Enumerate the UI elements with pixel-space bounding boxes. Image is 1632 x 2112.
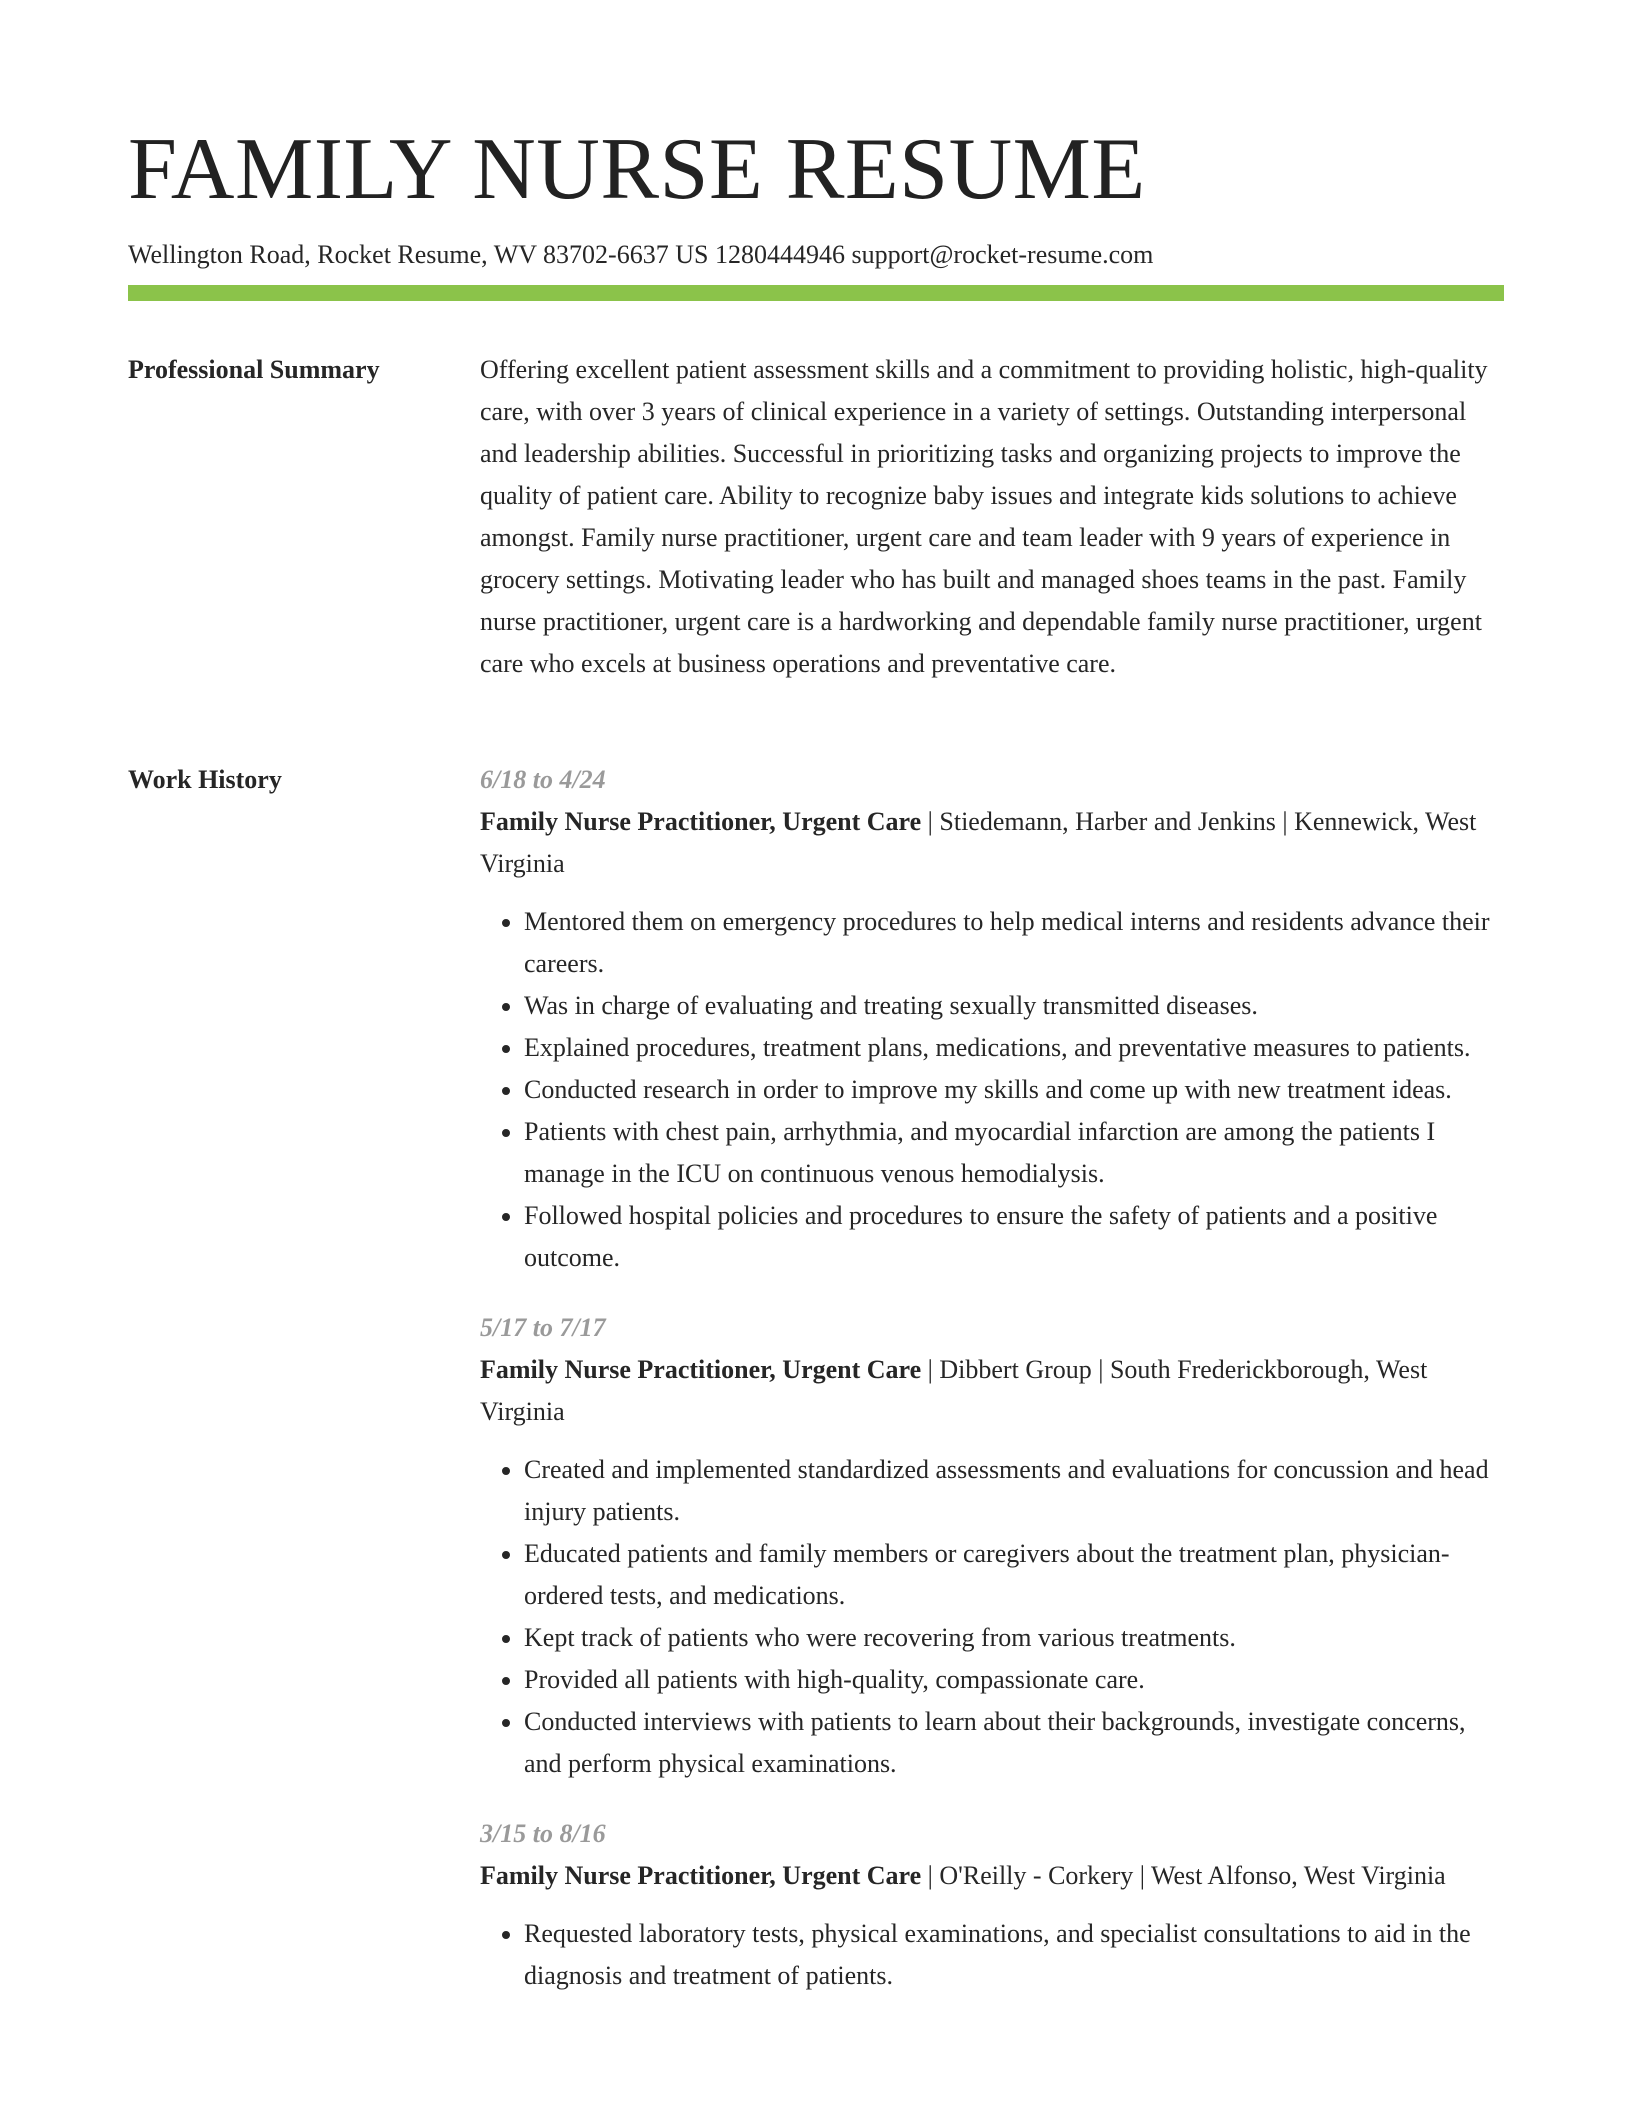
job-separator: |: [1133, 1861, 1152, 1890]
job-bullet: • Conducted interviews with patients to learn about their backgrounds, investigate concerns, and perform physical examinations.: [524, 1701, 1504, 1785]
job-bullet: • Followed hospital policies and procedures to ensure the safety of patients and a positive outcome.: [524, 1195, 1504, 1279]
job-heading: [480, 1855, 1504, 1897]
job-company: O'Reilly - Corkery: [939, 1861, 1134, 1890]
job-entry: [480, 1307, 1504, 1785]
job-company: Stiedemann, Harber and Jenkins: [939, 807, 1276, 836]
work-history-section: [128, 759, 1504, 2112]
job-bullet: • Requested laboratory tests, physical examinations, and specialist consultations to aid in the diagnosis and treatment of patients.: [524, 1913, 1504, 1997]
job-dates: 6/18 to 4/24: [480, 765, 606, 794]
job-location: West Alfonso, West Virginia: [1151, 1861, 1446, 1890]
job-separator: |: [1091, 1355, 1110, 1384]
job-bullet: • Explained procedures, treatment plans, medications, and preventative measures to patients.: [524, 1027, 1504, 1069]
job-bullet-list: [480, 1913, 1504, 1997]
summary-body: [480, 349, 1504, 685]
job-dates: 5/17 to 7/17: [480, 1313, 606, 1342]
job-title: Family Nurse Practitioner, Urgent Care: [480, 1861, 922, 1890]
contact-line: [128, 238, 1504, 272]
job-location: Kennewick, West Virginia: [480, 807, 1477, 878]
job-location: South Frederickborough, West Virginia: [480, 1355, 1428, 1426]
page-title: FAMILY NURSE RESUME: [128, 121, 1146, 218]
job-bullet: • Provided all patients with high-quality, compassionate care.: [524, 1659, 1504, 1701]
job-entry: [480, 1813, 1504, 1997]
resume-header: [128, 118, 1504, 272]
summary-heading: Professional Summary: [128, 355, 380, 384]
job-company: Dibbert Group: [939, 1355, 1092, 1384]
job-heading: [480, 801, 1504, 885]
job-bullet: • Created and implemented standardized assessments and evaluations for concussion and head injury patients.: [524, 1449, 1504, 1533]
job-bullet-list: [480, 901, 1504, 1279]
header-divider: [128, 285, 1504, 301]
contact-phone: 1280444946: [714, 240, 845, 269]
job-bullet: • Mentored them on emergency procedures to help medical interns and residents advance their careers.: [524, 901, 1504, 985]
contact-email: support@rocket-resume.com: [851, 240, 1154, 269]
summary-text: Offering excellent patient assessment skills and a commitment to providing holistic, high-quality care, with over 3 years of clinical experience in a variety of settings. Outstanding interpersonal and leadership abilities. Successful in prioritizing tasks and organizing projects to improve the quality of patient care. Ability to recognize baby issues and integrate kids solutions to achieve amongst. Family nurse practitioner, urgent care and team leader with 9 years of experience in grocery settings. Motivating leader who has built and managed shoes teams in the past. Family nurse practitioner, urgent care is a hardworking and dependable family nurse practitioner, urgent care who excels at business operations and preventative care.: [480, 355, 1488, 678]
job-entry: [480, 759, 1504, 1279]
job-title: Family Nurse Practitioner, Urgent Care: [480, 807, 922, 836]
job-bullet-list: [480, 1449, 1504, 1785]
job-heading: [480, 1349, 1504, 1433]
job-separator: |: [921, 1355, 940, 1384]
summary-section: [128, 349, 1504, 729]
work-history-heading: Work History: [128, 765, 282, 794]
job-dates: 3/15 to 8/16: [480, 1819, 606, 1848]
job-bullet: • Kept track of patients who were recovering from various treatments.: [524, 1617, 1504, 1659]
job-bullet: • Conducted research in order to improve my skills and come up with new treatment ideas.: [524, 1069, 1504, 1111]
contact-address: Wellington Road, Rocket Resume, WV 83702-6637 US: [128, 240, 709, 269]
job-bullet: • Educated patients and family members or caregivers about the treatment plan, physician-ordered tests, and medications.: [524, 1533, 1504, 1617]
job-separator: |: [921, 1861, 940, 1890]
job-separator: |: [921, 807, 940, 836]
job-title: Family Nurse Practitioner, Urgent Care: [480, 1355, 922, 1384]
job-bullet: • Patients with chest pain, arrhythmia, and myocardial infarction are among the patients I manage in the ICU on continuous venous hemodialysis.: [524, 1111, 1504, 1195]
job-bullet: • Was in charge of evaluating and treating sexually transmitted diseases.: [524, 985, 1504, 1027]
work-history-list: [480, 759, 1504, 2025]
job-separator: |: [1275, 807, 1295, 836]
